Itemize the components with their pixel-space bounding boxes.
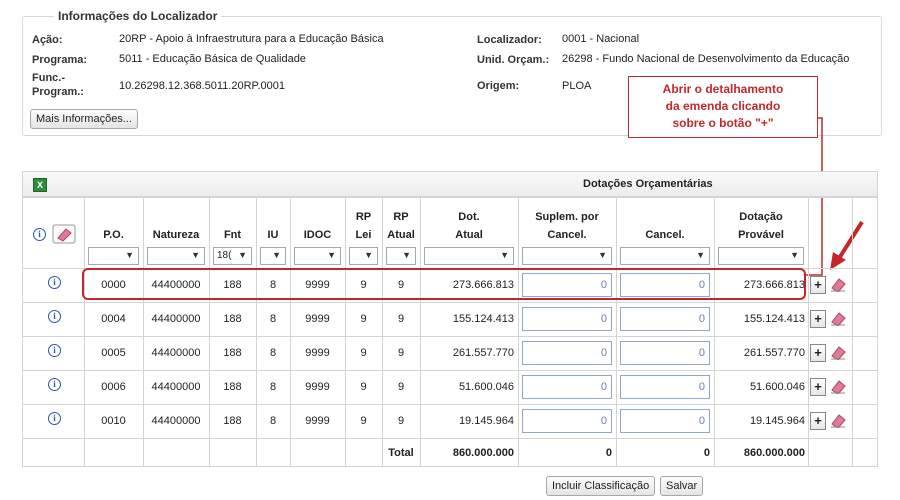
filter-iu[interactable]: [260, 247, 286, 265]
row-po: 0005: [101, 347, 126, 359]
expand-plus-button[interactable]: +: [810, 276, 826, 294]
origem-value: PLOA: [562, 80, 592, 92]
chevron-down-icon: ▼: [402, 250, 411, 260]
row-fnt: 188: [223, 347, 242, 359]
localizador-legend: Informações do Localizador: [54, 9, 221, 23]
row-dot-atual: 51.600.046: [458, 381, 514, 393]
row-idoc: 9999: [305, 279, 330, 291]
filter-fnt-value: 18(: [217, 250, 232, 261]
row-natureza: 44400000: [151, 381, 201, 393]
incluir-classificacao-button[interactable]: Incluir Classificação: [546, 476, 655, 496]
col-header-suplem-l1: Suplem. por: [535, 211, 599, 223]
col-header-rp-atual: [382, 210, 420, 242]
row-po: 0000: [101, 279, 126, 291]
row-info-icon[interactable]: i: [48, 344, 61, 357]
cancel-input[interactable]: 0: [620, 375, 710, 399]
chevron-down-icon: ▼: [598, 250, 607, 260]
col-header-idoc: IDOC: [303, 229, 332, 241]
mais-informacoes-button[interactable]: Mais Informações...: [30, 109, 138, 129]
row-rp-atual: 9: [397, 279, 405, 291]
eraser-icon[interactable]: [830, 310, 846, 326]
localizador-value: 0001 - Nacional: [562, 33, 640, 45]
total-suplem: 0: [605, 447, 612, 459]
row-dot-provavel: 51.600.046: [749, 381, 805, 393]
row-natureza: 44400000: [151, 313, 201, 325]
clear-filters-eraser-icon[interactable]: [52, 224, 76, 244]
localizador-label: Localizador:: [477, 34, 542, 46]
row-iu: 8: [269, 415, 277, 427]
row-info-icon[interactable]: i: [48, 378, 61, 391]
col-header-rp-lei-l1: RP: [355, 211, 372, 223]
eraser-icon[interactable]: [830, 344, 846, 360]
chevron-down-icon: ▼: [696, 250, 705, 260]
row-fnt: 188: [223, 381, 242, 393]
row-info-icon[interactable]: i: [48, 276, 61, 289]
row-rp-lei: 9: [360, 279, 367, 291]
col-header-natureza: Natureza: [152, 229, 200, 241]
row-rp-atual: 9: [397, 415, 405, 427]
row-iu: 8: [269, 279, 277, 291]
row-natureza: 44400000: [151, 415, 201, 427]
expand-plus-button[interactable]: +: [810, 310, 826, 328]
total-cancel: 0: [703, 447, 710, 459]
row-highlight: [82, 268, 806, 300]
row-rp-lei: 9: [360, 381, 367, 393]
chevron-down-icon: ▼: [191, 250, 200, 260]
row-dot-provavel: 261.557.770: [743, 347, 805, 359]
filter-rp-lei[interactable]: [349, 247, 378, 265]
chevron-down-icon: ▼: [327, 250, 336, 260]
col-header-rp-lei-l2: Lei: [355, 229, 372, 241]
chevron-down-icon: ▼: [790, 250, 799, 260]
col-header-dot-atual: [420, 210, 518, 242]
col-header-dot-provavel-l2: Provável: [738, 229, 784, 241]
suplem-input[interactable]: 0: [522, 341, 612, 365]
filter-dot-provavel[interactable]: [718, 247, 804, 265]
excel-export-icon[interactable]: X: [33, 178, 47, 192]
row-dot-atual: 273.666.813: [452, 279, 514, 291]
chevron-down-icon: ▼: [364, 250, 373, 260]
total-dot-provavel: 860.000.000: [743, 447, 805, 459]
salvar-button[interactable]: Salvar: [660, 476, 703, 496]
suplem-input[interactable]: 0: [522, 375, 612, 399]
grid-title: Dotações Orçamentárias: [583, 178, 713, 190]
row-idoc: 9999: [305, 313, 330, 325]
filter-idoc[interactable]: [294, 247, 341, 265]
row-po: 0004: [101, 313, 126, 325]
unid-orcam-value: 26298 - Fundo Nacional de Desenvolvimento da Educação: [562, 53, 850, 65]
row-dot-provavel: 273.666.813: [743, 279, 805, 291]
col-header-rp-atual-l2: Atual: [387, 229, 415, 241]
filter-rp-atual[interactable]: [386, 247, 416, 265]
row-rp-lei: 9: [360, 415, 367, 427]
col-header-dot-atual-l2: Atual: [455, 229, 483, 241]
row-dot-atual: 19.145.964: [458, 415, 514, 427]
cancel-input[interactable]: 0: [620, 307, 710, 331]
expand-plus-button[interactable]: +: [810, 344, 826, 362]
col-header-suplem-l2: Cancel.: [547, 229, 587, 241]
row-fnt: 188: [223, 313, 242, 325]
cancel-input[interactable]: 0: [620, 273, 710, 297]
col-header-po: P.O.: [103, 229, 124, 241]
func-value: 10.26298.12.368.5011.20RP.0001: [119, 80, 285, 92]
expand-plus-button[interactable]: +: [810, 412, 826, 430]
col-header-suplem: [518, 210, 616, 242]
filter-fnt[interactable]: [213, 247, 252, 265]
row-dot-atual: 261.557.770: [452, 347, 514, 359]
header-info-icon[interactable]: i: [33, 228, 46, 241]
row-dot-atual: 155.124.413: [452, 313, 514, 325]
col-header-dot-atual-l1: Dot.: [458, 211, 480, 223]
col-header-cancel: Cancel.: [645, 229, 685, 241]
eraser-icon[interactable]: [830, 378, 846, 394]
expand-plus-button[interactable]: +: [810, 378, 826, 396]
row-natureza: 44400000: [151, 347, 201, 359]
suplem-input[interactable]: 0: [522, 409, 612, 433]
row-natureza: 44400000: [151, 279, 201, 291]
func-label-line2: Program.:: [32, 86, 84, 98]
callout-line1: Abrir o detalhamento: [662, 82, 784, 96]
row-info-icon[interactable]: i: [48, 412, 61, 425]
filter-po[interactable]: [88, 247, 139, 265]
chevron-down-icon: ▼: [238, 250, 247, 260]
func-label-line1: Func.-: [32, 72, 65, 84]
chevron-down-icon: ▼: [500, 250, 509, 260]
chevron-down-icon: ▼: [272, 250, 281, 260]
filter-cancel[interactable]: [620, 247, 710, 265]
row-rp-atual: 9: [397, 347, 405, 359]
filter-suplem[interactable]: [522, 247, 612, 265]
row-idoc: 9999: [305, 381, 330, 393]
cancel-input[interactable]: 0: [620, 341, 710, 365]
total-label: Total: [388, 447, 414, 459]
chevron-down-icon: ▼: [125, 250, 134, 260]
row-iu: 8: [269, 381, 277, 393]
filter-dot-atual[interactable]: [424, 247, 514, 265]
row-rp-lei: 9: [360, 313, 367, 325]
eraser-icon[interactable]: [830, 276, 846, 292]
row-rp-atual: 9: [397, 381, 405, 393]
suplem-input[interactable]: 0: [522, 273, 612, 297]
row-rp-lei: 9: [360, 347, 367, 359]
programa-label: Programa:: [32, 54, 88, 66]
col-header-dot-provavel: [714, 210, 808, 242]
acao-label: Ação:: [32, 34, 63, 46]
col-header-dot-provavel-l1: Dotação: [739, 211, 783, 223]
row-iu: 8: [269, 347, 277, 359]
row-iu: 8: [269, 313, 277, 325]
col-header-rp-lei: [345, 210, 382, 242]
col-header-fnt: Fnt: [223, 229, 242, 241]
callout-line3: sobre o botão "+": [672, 116, 774, 130]
cancel-input[interactable]: 0: [620, 409, 710, 433]
row-rp-atual: 9: [397, 313, 405, 325]
filter-natureza[interactable]: [147, 247, 205, 265]
eraser-icon[interactable]: [830, 412, 846, 428]
callout-line2: da emenda clicando: [665, 99, 781, 113]
row-idoc: 9999: [305, 347, 330, 359]
row-info-icon[interactable]: i: [48, 310, 61, 323]
row-fnt: 188: [223, 279, 242, 291]
acao-value: 20RP - Apoio à Infraestrutura para a Educação Básica: [119, 33, 384, 45]
origem-label: Origem:: [477, 80, 520, 92]
row-dot-provavel: 155.124.413: [743, 313, 805, 325]
total-dot-atual: 860.000.000: [452, 447, 514, 459]
programa-value: 5011 - Educação Básica de Qualidade: [119, 53, 306, 65]
col-header-rp-atual-l1: RP: [393, 211, 409, 223]
row-fnt: 188: [223, 415, 242, 427]
grid-title-bar: [22, 171, 878, 197]
suplem-input[interactable]: 0: [522, 307, 612, 331]
row-po: 0010: [101, 415, 126, 427]
row-idoc: 9999: [305, 415, 330, 427]
row-po: 0006: [101, 381, 126, 393]
unid-orcam-label: Unid. Orçam.:: [477, 54, 550, 66]
col-header-iu: IU: [267, 229, 279, 241]
row-dot-provavel: 19.145.964: [749, 415, 805, 427]
